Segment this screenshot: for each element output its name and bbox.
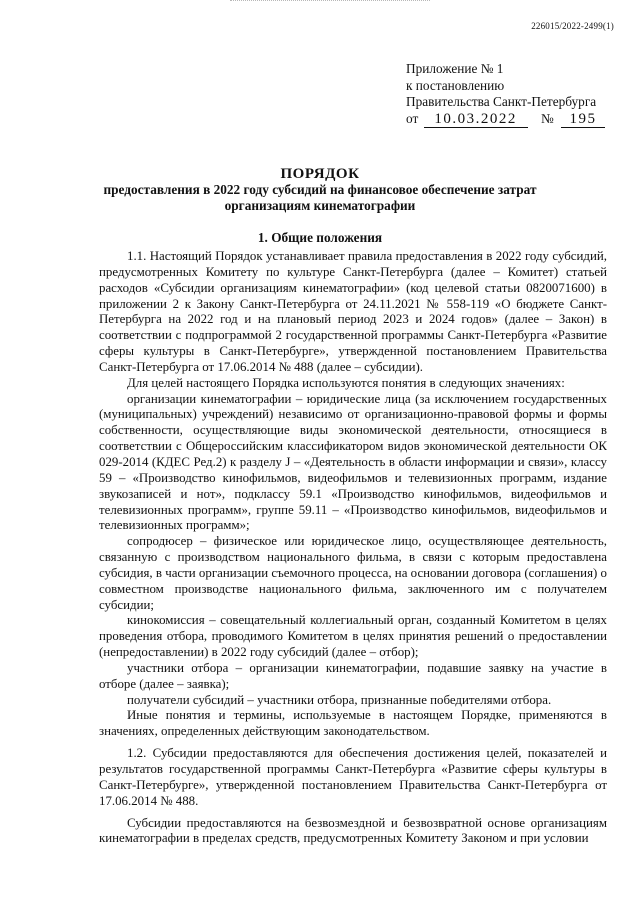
document-number: 226015/2022-2499(1) — [531, 21, 614, 31]
paragraph-subsidy-basis: Субсидии предоставляются на безвозмездной и безвозвратной основе организациям кинематографии в пределах средств, предусмотренных Комитету Законом и при условии — [99, 815, 607, 846]
paragraph-def-coproducer: сопродюсер – физическое или юридическое лицо, осуществляющее деятельность, связанную с производством национального фильма, в связи с которым предоставлена субсидия, в части организации съемочного процесса, на основании договора (соглашения) о совместном производстве национального фильма, заключенного им с получателем субсидии; — [99, 534, 607, 612]
appendix-line-3: Правительства Санкт-Петербурга — [406, 94, 597, 109]
from-label: от — [406, 110, 419, 126]
number-label: № — [540, 110, 554, 126]
paragraph-def-participants: участники отбора – организации кинематографии, подавшие заявку на участие в отборе (далее – заявка); — [99, 660, 607, 691]
appendix-date-line — [406, 111, 605, 128]
paragraph-definitions-intro: Для целей настоящего Порядка используются понятия в следующих значениях: — [127, 375, 565, 390]
paragraph-def-film-commission: кинокомиссия – совещательный коллегиальный орган, созданный Комитетом в целях проведения отбора, проводимого Комитетом в целях принятия решений о предоставлении (непредоставлении) в 2022 году субсидий (далее – отбор); — [99, 613, 607, 660]
document-title: ПОРЯДОК — [280, 166, 360, 182]
appendix-line-2: к постановлению — [406, 77, 505, 93]
paragraph-def-organizations: организации кинематографии – юридические лица (за исключением государственных (муниципальных) учреждений) независимо от организационно-правовой формы и формы собственности, осуществляющие виды экономической деятельности, относящиеся в соответствии с Общероссийским классификатором видов экономической деятельности ОК 029-2014 (КДЕС Ред.2) к разделу J – «Деятельность в области информации и связи», классу 59 – «Производство кинофильмов, видеофильмов и телевизионных программ, издание звукозаписей и нот», подклассу 59.1 «Производство кинофильмов, видеофильмов и телевизионных программ», группе 59.11 – «Производство кинофильмов, видеофильмов и телевизионных программ»; — [99, 391, 607, 533]
section-heading: 1. Общие положения — [257, 230, 383, 245]
paragraph-def-recipients: получатели субсидий – участники отбора, признанные победителями отбора. — [127, 692, 552, 707]
appendix-line-1: Приложение № 1 — [406, 61, 504, 76]
document-body — [99, 249, 607, 847]
appendix-block — [406, 61, 605, 128]
subtitle-text: предоставления в 2022 году субсидий на финансовое обеспечение затрат организациям кинематографии — [103, 182, 537, 213]
scan-artifact-line — [230, 0, 430, 2]
paragraph-other-terms: Иные понятия и термины, используемые в настоящем Порядке, применяются в значениях, определенных действующим законодательством. — [99, 708, 607, 739]
document-subtitle — [0, 182, 640, 214]
paragraph-1-1: 1.1. Настоящий Порядок устанавливает правила предоставления в 2022 году субсидий, предусмотренных Комитету по культуре Санкт-Петербурга (далее – Комитет) статьей расходов «Субсидии организациям кинематографии» (код целевой статьи 0820071600) в приложении 2 к Закону Санкт-Петербурга от 24.11.2021 № 558-119 «О бюджете Санкт-Петербурга на 2022 год и на плановый период 2023 и 2024 годов» (далее – Закон) в соответствии с подпрограммой 2 государственной программы Санкт-Петербурга «Развитие сферы культуры в Санкт-Петербурге», утвержденной постановлением Правительства Санкт-Петербурга от 17.06.2014 № 488 (далее – субсидии). — [99, 249, 607, 374]
paragraph-1-2: 1.2. Субсидии предоставляются для обеспечения достижения целей, показателей и результатов государственной программы Санкт-Петербурга «Развитие сферы культуры в Санкт-Петербурге», утвержденной постановлением Правительства Санкт-Петербурга от 17.06.2014 № 488. — [99, 746, 607, 808]
decree-date: 10.03.2022 — [424, 112, 528, 128]
decree-number: 195 — [561, 112, 605, 128]
